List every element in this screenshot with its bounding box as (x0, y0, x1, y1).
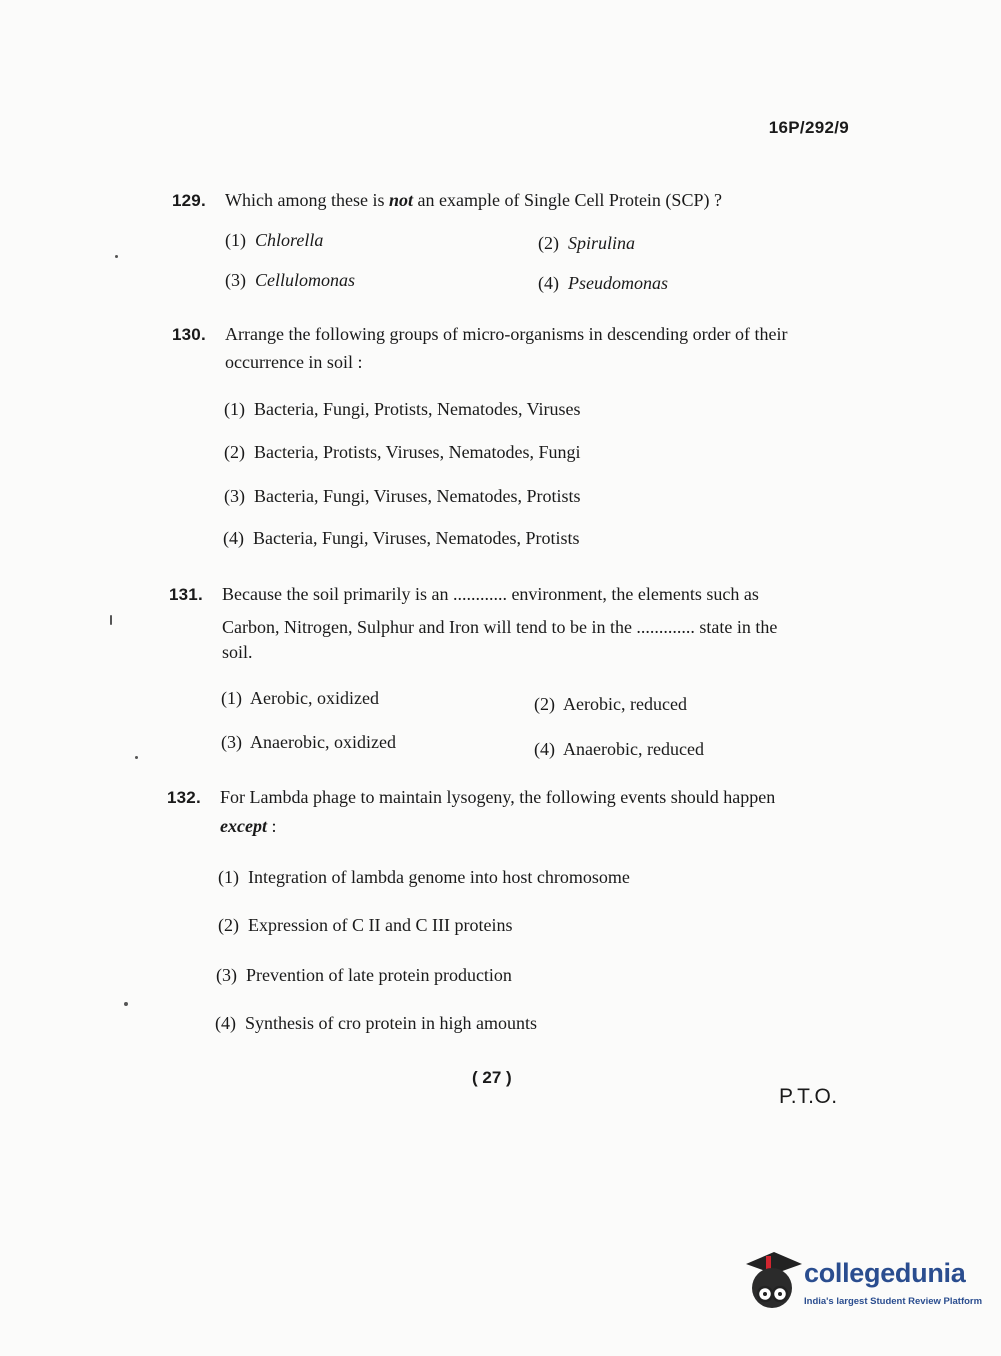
option-2: (2) Bacteria, Protists, Viruses, Nematodes, Fungi (224, 442, 581, 462)
scan-mark (124, 1002, 128, 1006)
collegedunia-logo[interactable] (742, 1250, 983, 1314)
brand-tagline: India's largest Student Review Platform (804, 1296, 983, 1307)
question-number: 131. (169, 585, 203, 604)
option-1: (1) Integration of lambda genome into host chromosome (218, 867, 630, 887)
option-1: (1) Bacteria, Fungi, Protists, Nematodes, Viruses (224, 399, 581, 419)
emphasis-except: except (220, 816, 267, 836)
question-130 (172, 320, 852, 555)
page-number: ( 27 ) (472, 1068, 512, 1087)
option-2: (2) Expression of C II and C III proteins (218, 915, 513, 935)
question-number: 132. (167, 788, 201, 807)
option-3: (3) Bacteria, Fungi, Viruses, Nematodes, Protists (224, 486, 581, 506)
question-text: Which among these is not an example of Single Cell Protein (SCP) ? (225, 190, 722, 210)
question-text-line2: Carbon, Nitrogen, Sulphur and Iron will tend to be in the ............. state in the (222, 617, 778, 637)
option-3: (3) Cellulomonas (225, 270, 356, 290)
question-text-line1: Arrange the following groups of micro-organisms in descending order of their (225, 324, 788, 344)
option-3: (3) Prevention of late protein production (216, 965, 512, 985)
option-1: (1) Aerobic, oxidized (221, 688, 379, 708)
option-2: (2) Spirulina (538, 233, 636, 253)
option-4: (4) Bacteria, Fungi, Viruses, Nematodes, Protists (223, 528, 580, 548)
question-number: 129. (172, 191, 206, 210)
paper-code: 16P/292/9 (768, 118, 849, 137)
scan-mark (110, 615, 112, 625)
question-number: 130. (172, 325, 206, 344)
emphasis-not: not (388, 190, 413, 210)
option-4: (4) Pseudomonas (538, 273, 668, 293)
question-132 (167, 783, 857, 1043)
question-text-line2: except : (220, 816, 277, 836)
option-1: (1) Chlorella (225, 230, 324, 250)
scan-mark (135, 756, 138, 759)
question-text-line1: Because the soil primarily is an ............ environment, the elements such as (222, 584, 759, 604)
question-131 (169, 580, 849, 760)
question-129 (172, 186, 852, 296)
option-4: (4) Anaerobic, reduced (534, 739, 704, 759)
pto-label: P.T.O. (779, 1085, 838, 1108)
option-3: (3) Anaerobic, oxidized (221, 732, 396, 752)
scan-mark (115, 255, 118, 258)
question-text-line1: For Lambda phage to maintain lysogeny, the following events should happen (220, 787, 776, 807)
option-2: (2) Aerobic, reduced (534, 694, 687, 714)
option-4: (4) Synthesis of cro protein in high amounts (215, 1013, 537, 1033)
question-text-line3: soil. (222, 642, 253, 662)
mascot-icon (742, 1250, 806, 1314)
question-text-line2: occurrence in soil : (225, 352, 363, 372)
brand-name: collegedunia (804, 1258, 966, 1288)
